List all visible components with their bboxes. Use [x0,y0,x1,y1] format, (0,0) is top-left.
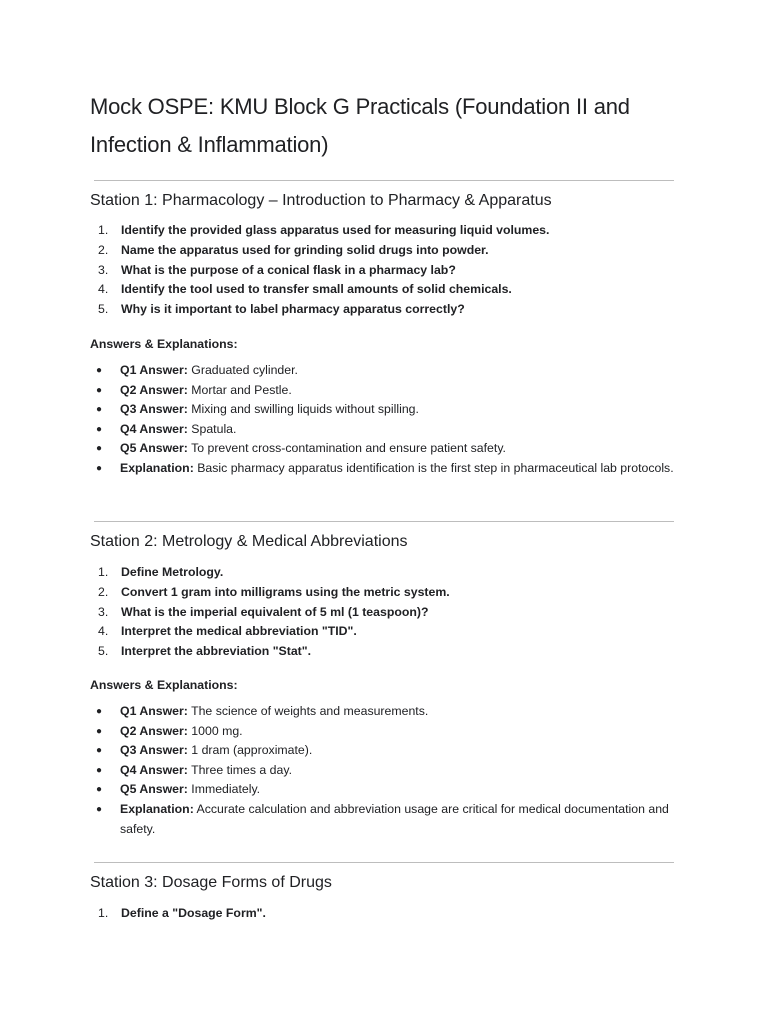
answer-label: Q5 Answer: [120,782,188,797]
question-number: 4. [98,624,109,639]
question-text: What is the purpose of a conical flask in a pharmacy lab? [121,262,456,277]
question-item [90,583,690,603]
question-number: 1. [98,565,109,579]
question-text: Define Metrology. [121,565,224,579]
bullet-icon: ● [96,384,103,396]
question-text: Define a "Dosage Form". [121,906,266,920]
answer-text: Mixing and swilling liquids without spilling. [187,402,419,417]
station-3-questions [90,904,690,924]
answer-text: 1000 mg. [187,723,243,738]
answer-label: Q4 Answer: [120,421,188,436]
question-number: 1. [98,223,109,237]
explanation-label: Explanation: [120,460,194,475]
answer-label: Q3 Answer: [120,402,188,417]
question-item [90,904,690,924]
section-divider [94,862,674,863]
question-number: 5. [98,644,109,659]
answer-item [90,722,675,742]
answer-item [90,800,675,839]
explanation-text: Basic pharmacy apparatus identification is the first step in pharmaceutical lab protocols. [193,460,674,475]
answer-text: Graduated cylinder. [187,363,298,377]
bullet-icon: ● [96,404,103,416]
question-number: 2. [98,584,109,599]
answer-text: The science of weights and measurements. [187,704,429,718]
answer-label: Q1 Answer: [120,363,188,377]
answer-text: 1 dram (approximate). [187,743,313,758]
bullet-icon: ● [96,764,103,776]
answer-text: Spatula. [187,421,237,436]
document-title: Mock OSPE: KMU Block G Practicals (Foundation II and Infection & Inflammation) [90,94,630,157]
answer-label: Q1 Answer: [120,704,188,718]
section-divider [94,521,674,522]
station-1-title: Station 1: Pharmacology – Introduction to Pharmacy & Apparatus [90,192,552,209]
bullet-icon: ● [96,803,103,815]
station-3-title: Station 3: Dosage Forms of Drugs [90,874,332,891]
question-text: What is the imperial equivalent of 5 ml (1 teaspoon)? [121,604,429,619]
question-number: 4. [98,282,109,297]
explanation-text: Accurate calculation and abbreviation usage are critical for medical documentation and safety. [120,801,669,836]
question-text: Identify the tool used to transfer small amounts of solid chemicals. [121,282,512,297]
answer-text: Immediately. [187,782,261,797]
answer-item [90,439,675,459]
bullet-icon: ● [96,423,103,435]
question-text: Convert 1 gram into milligrams using the metric system. [121,584,450,599]
answer-item [90,459,675,479]
section-divider [94,180,674,181]
question-number: 1. [98,906,109,920]
answer-label: Q4 Answer: [120,762,188,777]
question-item [90,241,690,261]
station-1-questions [90,221,690,320]
bullet-icon: ● [96,725,103,737]
bullet-icon: ● [96,443,103,455]
station-2-title: Station 2: Metrology & Medical Abbreviations [90,533,408,550]
question-text: Why is it important to label pharmacy apparatus correctly? [121,302,465,317]
station-2-questions [90,563,690,662]
answer-item [90,381,675,401]
answer-item [90,361,675,381]
question-number: 5. [98,302,109,317]
answer-item [90,741,675,761]
explanation-label: Explanation: [120,801,194,816]
question-text: Interpret the medical abbreviation "TID". [121,624,357,639]
bullet-icon: ● [96,365,103,376]
question-item [90,261,690,281]
question-item [90,563,690,583]
station-1-answers-heading: Answers & Explanations: [90,337,238,351]
answer-item [90,780,675,800]
bullet-icon: ● [96,462,103,474]
question-item [90,300,690,320]
answer-label: Q3 Answer: [120,743,188,758]
answer-item [90,702,675,722]
station-2-answers-heading: Answers & Explanations: [90,678,238,692]
station-2-answers [90,702,675,839]
bullet-icon: ● [96,784,103,796]
question-item [90,622,690,642]
question-number: 3. [98,262,109,277]
question-number: 2. [98,242,109,257]
question-number: 3. [98,604,109,619]
answer-text: Three times a day. [187,762,293,777]
question-item [90,642,690,662]
answer-item [90,420,675,440]
station-1-answers [90,361,675,479]
question-item [90,280,690,300]
answer-label: Q2 Answer: [120,382,188,397]
answer-text: To prevent cross-contamination and ensure patient safety. [187,441,506,456]
question-item [90,221,690,241]
question-text: Interpret the abbreviation "Stat". [121,644,311,659]
answer-text: Mortar and Pestle. [187,382,292,397]
answer-item [90,400,675,420]
bullet-icon: ● [96,745,103,757]
answer-label: Q2 Answer: [120,723,188,738]
question-text: Name the apparatus used for grinding solid drugs into powder. [121,242,489,257]
bullet-icon: ● [96,706,103,717]
question-text: Identify the provided glass apparatus used for measuring liquid volumes. [121,223,550,237]
question-item [90,603,690,623]
answer-item [90,761,675,781]
answer-label: Q5 Answer: [120,441,188,456]
